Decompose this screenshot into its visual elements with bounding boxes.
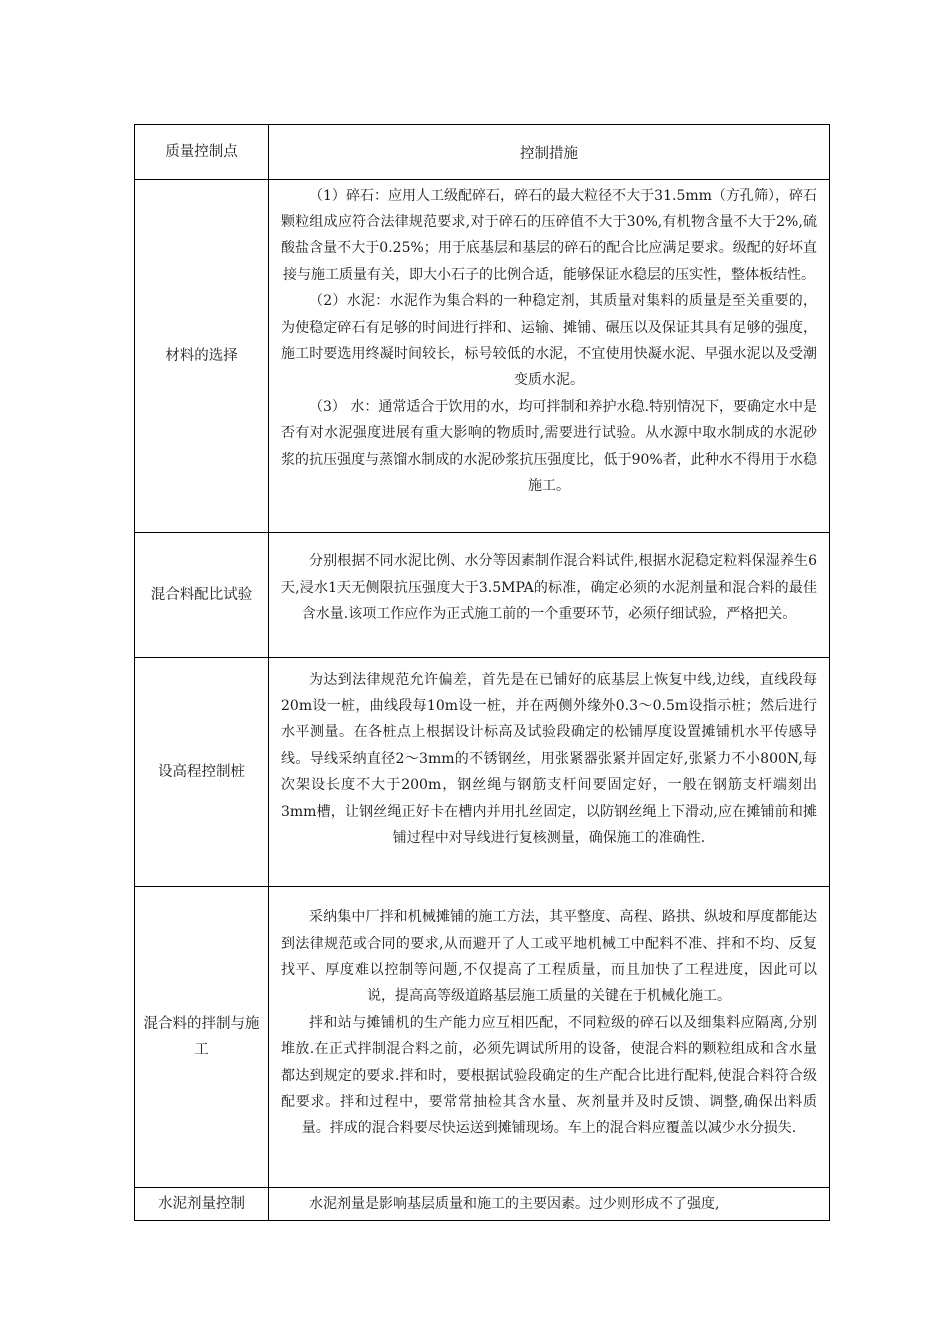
row-point-label: 混合料的拌制与施工: [135, 887, 269, 1188]
measure-paragraph: 拌和站与摊铺机的生产能力应互相匹配，不同粒级的碎石以及细集料应隔离,分别堆放.在正式拌制混合料之前，必须先调试所用的设备，使混合料的颗粒组成和含水量都达到规定的要求.拌和时，要根据试验段确定的生产配合比进行配料,使混合料符合级配要求。拌和过程中，要常常抽检其含水量、灰剂量并及时反馈、调整,确保出料质量。拌成的混合料要尽快运送到摊铺现场。车上的混合料应覆盖以减少水分损失.: [281, 1014, 817, 1137]
table-row: [135, 658, 830, 887]
measure-paragraph: （1）碎石：应用人工级配碎石，碎石的最大粒径不大于31.5mm（方孔筛），碎石颗粒组成应符合法律规范要求,对于碎石的压碎值不大于30%,有机物含量不大于2%,硫酸盐含量不大于0.25%；用于底基层和基层的碎石的配合比应满足要求。级配的好坏直接与施工质量有关，即大小石子的比例合适，能够保证水稳层的压实性，整体板结性。: [281, 187, 817, 283]
measure-paragraph: 采纳集中厂拌和机械摊铺的施工方法，其平整度、高程、路拱、纵坡和厚度都能达到法律规范或合同的要求,从而避开了人工或平地机械工中配料不准、拌和不均、反复找平、厚度难以控制等问题,不仅提高了工程质量，而且加快了工程进度，因此可以说，提高高等级道路基层施工质量的关键在于机械化施工。: [281, 909, 817, 1005]
row-measure-cell: [269, 533, 830, 658]
table-row: [135, 180, 830, 533]
measure-paragraph: （2）水泥：水泥作为集合料的一种稳定剂，其质量对集料的质量是至关重要的，为使稳定碎石有足够的时间进行拌和、运输、摊铺、碾压以及保证其具有足够的强度，施工时要选用终凝时间较长，标号较低的水泥，不宜使用快凝水泥、早强水泥以及受潮变质水泥。: [281, 293, 817, 389]
table-row: [135, 1188, 830, 1221]
row-measure-cell: [269, 180, 830, 533]
measure-paragraph: 为达到法律规范允许偏差，首先是在已铺好的底基层上恢复中线,边线，直线段每20m设一桩，曲线段每10m设一桩，并在两侧外缘外0.3～0.5m设指示桩；然后进行水平测量。在各桩点上根据设计标高及试验段确定的松铺厚度设置摊铺机水平传感导线。导线采纳直径2～3mm的不锈钢丝，用张紧器张紧并固定好,张紧力不小800N,每次架设长度不大于200m，钢丝绳与钢筋支杆间要固定好，一般在钢筋支杆端刻出3mm槽，让钢丝绳正好卡在槽内并用扎丝固定，以防钢丝绳上下滑动,应在摊铺前和摊铺过程中对导线进行复核测量，确保施工的准确性.: [281, 671, 817, 847]
row-measure-cell: [269, 1188, 830, 1221]
row-measure-cell: [269, 887, 830, 1188]
header-control-measure: 控制措施: [269, 125, 830, 180]
row-point-label: 水泥剂量控制: [135, 1188, 269, 1221]
table-row: [135, 533, 830, 658]
measure-paragraph: （3） 水：通常适合于饮用的水，均可拌制和养护水稳.特别情况下，要确定水中是否有对水泥强度进展有重大影响的物质时,需要进行试验。从水源中取水制成的水泥砂浆的抗压强度与蒸馏水制成的水泥砂浆抗压强度比，低于90%者，此种水不得用于水稳施工。: [281, 398, 817, 495]
row-point-label: 设高程控制桩: [135, 658, 269, 887]
header-quality-point: 质量控制点: [135, 125, 269, 180]
measure-paragraph: 水泥剂量是影响基层质量和施工的主要因素。过少则形成不了强度,: [309, 1195, 720, 1212]
row-point-label: 材料的选择: [135, 180, 269, 533]
row-measure-cell: [269, 658, 830, 887]
measure-paragraph: 分别根据不同水泥比例、水分等因素制作混合料试件,根据水泥稳定粒料保湿养生6天,浸水1天无侧限抗压强度大于3.5MPA的标准，确定必须的水泥剂量和混合料的最佳含水量.该项工作应作为正式施工前的一个重要环节，必须仔细试验，严格把关。: [281, 553, 817, 623]
table-header-row: [135, 125, 830, 180]
table-row: [135, 887, 830, 1188]
row-point-label: 混合料配比试验: [135, 533, 269, 658]
quality-control-table: [134, 124, 830, 1221]
